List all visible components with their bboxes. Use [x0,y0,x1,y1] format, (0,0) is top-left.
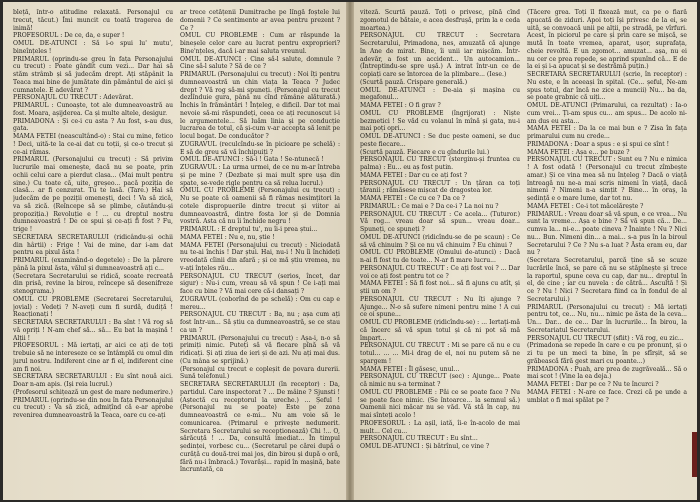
text-paragraph: OMUL CU PROBLEME (îngrijorat) : Niște bezmetici ! Se văd cu volanul în mînă și gata, nu-i mai poți opri... [360,109,520,133]
text-paragraph: SECRETARA SECRETARULUI (ridicându-și ochii din hârtii) : Frige ! Vai de mine, dar i-am dat pentru ea pixul ăsta ! [13,233,173,257]
text-paragraph: MAMA FETEI : Dar cu ce ați fost ? [360,171,468,179]
text-paragraph: MAMA FETEI : Ce cu ce ? Da ce ? [360,195,466,202]
text-paragraph: PRIMARUL : Vreau doar să vă spun, e ce vrea... Nu sunt la vreme... Așa e bine ? Să vă spun că... De... cumva la... ni-e... poate cineva ? Înainte ! Nu ? Nici nu... Bun. Nimeni din... a mai... s-a pus în la biroul Secretarului ? Ce ? Nu s-a luat ? Ăsta eram eu, dar nu ? [527,210,687,257]
text-paragraph: MAMA FETEI : O fi grav ? [360,102,441,109]
text-paragraph: MAMA FETEI : Dar pe ce ? Nu te încurci ? [527,381,659,388]
text-paragraph: MAMA FETEI : Așa e... pe buze ? [527,148,630,156]
right-page-column-2 [527,9,687,494]
book-gutter [346,2,354,500]
left-page-column-1 [13,9,173,494]
text-paragraph: PRIMARUL (oprindu-se greu în fața Personajului cu trecut) : Poate gândit cum vezi... Dar hai să stăm strâmb și să judecăm drept. Ați stăpânit la Teaca mai bine de jumătate din pământul de aici și cumnatele. E adevărat ? [13,55,173,94]
text-paragraph: OMUL CU PROBLEME (ridicîndu-se) : ... Iertați-mă că încerc să vă spun totul și că ni pot să mă împart... [360,319,520,342]
text-paragraph: (Secretara Secretarului, parcă ține să se scuze lucrările încă, se pare că nu se stăpînește și trece la raportul, spune ceva cu cap, dar nu... dreptul în el, de cine ; iar cu nuvela : de cătră... Ascultă ! Și ce ? Nu ! Nici ? Secretara fiind ca în fondul de al Secretarului.) [527,257,687,303]
text-paragraph: PRIMARUL (Personajului cu trecut) : Să privim lucrurile mai omenește, dacă nu se poate, prin ochii celui care a pierdut clasa... (Mai mult pentru sine.) Cu toate că, uite, greșeo... pacă poziția de clasă... ar fi cenzurat. Tu te lasă. (Tare.) Hai să judecăm de pe poziții omenești, deci ! Va să zică, va să zică. (Reîncepe să se plimbe, căutându-și propoziția.) Revoluție e ! ... cu dreptul nostru dumneavoastră ! De ce spui și ce-ați fi fost ? Fu, trige ! [13,156,173,233]
text-paragraph: viteză. Scurtă pauză. Toți o privesc, pînă cînd zgomotul de bătaie, e acea desfrușă, prim la e ceda moartea.) [360,9,520,32]
text-paragraph: (Personajul cu trecut e copleșit de povara durerii. Sună telefonul.) [180,365,340,381]
text-paragraph: (Scurtă pauză. Fiecare e cu gîndurile lui.) [360,148,490,156]
text-paragraph: PRIMARUL (Personajului cu trecut) : Noi îți pentru dumneavoastră un chin viața la Teaca ? Judec drept ? Vă rog să-mi spuneți. (Personajul cu trecut dezlînduie gura, până nu cînd rămâne alăturată.) Închis în frământări ! Înțeleg, e dificil. Dar tot mai nevoie să-mi răspundeți, ceea ce ați recunoscut i-i le argumentele... Să luăm linia și pe conducție lucrarea de totul, că și-cum v-ar accepta să lenit pe locul bogat. De conducător ? [180,71,340,140]
text-paragraph: ar trece cetățenii Dumitrache pe lîngă foștele lui domenii ? Ce sentimente ar avea pentru prezent ? Ce ? [180,9,340,32]
text-paragraph: OMUL DE-ATUNCI : Și bătrînul, ce vine ? [360,443,490,450]
text-paragraph: (Secretara Secretarului se ridică, scoate recreată din prisă, revine la birou, reîncepe să desenifreze stenograma.) [13,272,173,295]
text-paragraph: MAMA FETEI : N-are ce face. Crezi că pe unde a umblat o fi mai spălat pe ? [527,388,687,404]
text-paragraph: OMUL CU PROBLEME : Cum ar răspunde la bineșele celor care au lucrat pentru exproprieri? Bine'nțeles, dacă i-ar mai saluta vreunul. [180,32,340,55]
text-paragraph: PERSONAJUL CU TRECUT : Ba, nu ; așa cum ați fost într-un... Să știu ca dumneavoastră, se ce stau ca un ? [180,311,340,334]
text-paragraph: SECRETARA SECRETARULUI : Eu sînt nouă aici. Doar n-am apis. (Iși reia lucrul.) [13,373,173,388]
text-paragraph: PRIMADONA : Și ce-i cu asta ? Au fost, s-au dus, gata. [13,117,173,133]
left-page [3,2,350,500]
text-paragraph: MAMA FETEI : Nu e, nu, știe ! [180,233,275,241]
text-paragraph: PRIMARUL : E dreptul tu', nu îi-i prea ștui... [180,226,318,233]
text-paragraph: OMUL DE-ATUNCI : Să i-o spui lu' mutu', bineînțeles ! [13,40,173,55]
text-paragraph: SECRETARA SECRETARULUI : Ba sînt ! Vă rog să vă opriți ! N-am chef să... să... Eu bat la mașină ! Alții ! [13,319,173,342]
text-paragraph: PRIMARUL (oprindu-se din nou în fața Personajului cu trecut) : Va să zică, admițînd că e-ar aprobe revenirea dumneavoastră la Teaca, oare cu ce-ați [13,396,173,419]
text-paragraph: OMUL CU PROBLEME : Păi ce se poate face ? Nu se poate face nimic. (Se întoarce... la semnul să.) Oamenii nici măcar nu se văd. Vă stă în cap, nu mai sînteți acolo ! [360,388,520,419]
text-paragraph: MAMA FETEI (neascultând-o) : Stai cu mine, fetico ! Deci, uită-te la ce-ai dat cu toții, și ce-o trecut și ce-ai rămas. [13,133,173,156]
text-paragraph: MAMA FETEI (Personajului cu trecut) : Niciodată nu te-ai închis ! Dar ștui. Hai, nu-i ! Nu îi închideți vreodată cîinii din afară ; și ce mă știu vremea, nu v-ați înțeles rău... [180,241,340,272]
text-paragraph: (Primadona se repede în care e cu pe pronunț, și o zi tu pe un meci ta bine, în pe sfîrșit, să se grăbească fără gest mari cu poante...) [527,342,687,365]
text-paragraph: MAMA FETEI : Ce-i tot măcelărește ? [527,202,644,210]
text-paragraph: PERSONAJUL CU TRECUT : Secretara Secretarului, Primadona, nes, amuzată că ajunge în Ane de mirat. Bine, îi unii iar mișcăm. Într-adevăr, a fost un accident... Un autocamion... (Întreptindu-se spre ușă.) A intrat într-un ce de copiați care se întorcea de la plimbare... (Iese.) [360,32,520,78]
text-paragraph: PRIMADONA : Doar a spus : e și spui ce sînt ! [527,140,670,148]
text-paragraph: PROFESORUL : Mă iertați, ar aici ce ați de toți trebuie să ne intereseze ce se întâmplă cu omul din jurul nostru. Indiferent cine ar fi el, indiferent cine am fi noi. [13,342,173,373]
text-paragraph: OMUL DE-ATUNCI : Să-i ! Gata ! Se-ntunecă ! [180,156,324,164]
text-paragraph: PROFESORUL : De ce, da, e super ! [13,32,125,40]
text-paragraph: PRIMARUL (Personajului cu trecut) : Așa-i, n-o să primiți nimic. Puteți să vă fiecare pînă să vă ridicați. Și ați ziua de ieri și de azi. Nu ați mai dus. (Cu mâna se sprijină.) [180,334,340,365]
text-paragraph: SECRETARA SECRETARULUI (în receptor) : Da, partidul. Care inspectorat ? ... De mâine ? Sjunsti ! (Aștectă cu receptorul la ureche.) ... Șeful !(Personajul nu se poate) Este pe zona dumneavoastră ce e-mi... Nu am voie să le comunicarea. (Primarul e privește nedumerit. Secretara Secretarului se recepționează) Chi !... O, sărăcuță ! ... Da, consultă imediat... În timpul ședinței, vorbesc cu... (Secretarul pe cărei după o curăță cu două-trei mai jos, din birou și după o oră, fără nu-i îmbracă.) Tovarăși... rapid în mașină, bate încruntată, ca [180,381,340,474]
bookmark-ribbon [692,432,697,477]
text-paragraph: MAMA FETEI : Să fi fost noi... să fi ajuns cu atît, și știi un om ? [360,280,520,295]
text-paragraph: PRIMARUL (Personajului cu trecut) : Mă iertați pentru tot, ce... Nu, nu... nimic pe ăsta de la ceva... Un... Dar... de ce... Dar în lucrurile... În birou, la Secretariatul Secretarului. [527,303,687,334]
text-paragraph: SECRETARA SECRETARULUI (scrie, în receptor) : Nu este, e în aceeași în spital. (Ce... șeful, Ne-am spus totul, dar încă ne zice a muncii) Nu... ba da, se poate grabnic că uiți... [527,71,687,102]
text-paragraph: OMUL DE-ATUNCI : De-aia și mașina cu megafonul... [360,86,520,102]
text-paragraph: PRIMARUL (examinând-o degetele) : De la părere până la pixul ăsta, vălul și dumneavoastră ați c... [13,257,173,272]
text-paragraph: PERSONAJUL CU TRECUT : Sunt eu ? Nu e nimica ! A fost odată ! (Personajul cu trecut zîmbește amar.) Și ce vina mea să nu înțeleg ? Dacă o viață întreagă nu ne-a mai scris nimeni în viață, dacă nimeni ? Nimeni n-a simțit ? Bine... în oraș, la ședință e o mare lume, dar tot nu. [527,156,687,202]
text-paragraph: OMUL CU PROBLEME (Omului de-atunci) : Dacă n-ai fi fost tu de toate... N-ar fi mare lucru... [360,249,520,264]
text-paragraph: OMUL CU PROBLEME (Secretarei Secretarului, jovial) : Vedeți ? N-aveți cum fi surdă, dudiță ! Reacționați ! [13,295,173,319]
text-paragraph: PERSONAJUL CU TRECUT : Mi se pare că nu e cu totul... ... ... Mi-i drag de el, noi nu putem să ne spargem ! [360,342,520,365]
text-paragraph: ZUGRAVUL : La urma urmei, de ce nu m-ar întreba și pe mine ? (Dezbate și mai mult spre ușa din spate, se-vede rigle pentru ca să relua lucrul.) [180,164,340,187]
text-paragraph: PROFESORUL : La așil, iată, îi-e în-acolo de mai mult... Cel cu... [360,419,520,435]
text-paragraph: PERSONAJUL CU TRECUT (sterginu-și fruntea cu palma) : Eu... eu aș fost putin. [360,156,520,171]
text-paragraph: bleță, într-o atitudine relaxată. Personajul cu trecut, tăcut.) Îmi muncit cu toată tragerea de inimă! [13,9,173,32]
text-paragraph: PERSONAJUL CU TRECUT : Eu sînt... [360,435,478,443]
text-paragraph: MAMA FETEI : Îl găsesc, unul... [360,365,460,373]
text-paragraph: PRIMADONA : Puah, are prea de zugrăveală... Să o mai scot ! (Vine la ea deja.) [527,365,687,381]
text-paragraph: ZUGRAVUL (reculcîndu-se în picioare pe schelă) : E să de greu să vă închipuiți ? [180,140,340,156]
text-paragraph: OMUL DE-ATUNCI : Se duc peste oameni, se duc peste fiecare... [360,133,520,148]
text-paragraph: OMUL CU PROBLEME (Personajului cu trecut) : Nu se poate că oamenii să fi rămas nesimțitori la cotele dispropuerile dintre trecut și viitor ai dumneavoastră, dintre fosta lor și de Domnia vostră. Asta că nu îi închide negru ! [180,187,340,226]
book-spread [3,2,697,500]
left-page-column-2 [180,9,340,494]
text-paragraph: PERSONAJUL CU TRECUT : Ce ați fost voi ? ... Dar voi ce ați fost pentru tot ce ? [360,264,520,280]
text-paragraph: PERSONAJUL CU TRECUT : Nu îți ajunge ? Ajunge... N-o să sufere nimeni pentru mine ! A cui ce oi spune... [360,295,520,319]
text-paragraph: PRIMARUL : Cunoaște, tot ale dumneavoastră au fost. Moara, așijderea. Ca și multe altele, desigur. [13,102,173,117]
text-paragraph: PERSONAJUL CU TRECUT : Adevărat. [13,94,134,102]
text-paragraph: (Profesorul schițează un gest de mare nedumerire.) [13,388,173,396]
text-paragraph: OMUL DE-ATUNCI (ridicîndu-se de pe scaun) : Ce să vă chinuim ? Și ce nu vă chinuim ? Eu chinui ? [360,233,520,249]
text-paragraph: PERSONAJUL CU TRECUT : Ce acela... (Tuturor.) Vă rog... vreau doar să spun... vreau doar... Spuneți, ce spuneți ? [360,210,520,233]
text-paragraph: PERSONAJUL CU TRECUT (sec) : Ajunge... Poate că nimic nu s-a terminat ? [360,373,520,388]
text-paragraph: PERSONAJUL CU TRECUT : Un țăran ca toți țăranii ; rămăsese mișcat de dragostea lor. [360,179,520,195]
text-paragraph: (Scurtă pauză. Crispare generală.) [360,78,468,86]
text-paragraph: OMUL DE-ATUNCI (Primarului, ca rezultat) : Ia-o cum vrei... Ți-am spus cu... am spus... De acolo ni-am dus eu asta... [527,102,687,125]
text-paragraph: PERSONAJUL CU TRECUT (serios, încet, dar sigur) : Nu-i cum, vreau să vă spun ! Ce i-ați mai face cu bine ? Vă mai cere că-i dansați ? [180,272,340,295]
right-page [350,2,697,500]
text-paragraph: PERSONAJUL CU TRECUT (sfiit) : Vă rog, eu zic... [527,334,684,342]
text-paragraph: OMUL DE-ATUNCI : Cine să-l salute, domnule ? Cine să-l salute ? Să de ce ? [180,55,340,71]
text-paragraph: (Tăcere grea. Toți îl fixează mut, ca pe o fiară apucată de ziduri. Apoi toți își privesc de la ei, se uită, se convoacă unii pe alții, pe stradă, pe vîrfuri. Acest, în piciorul pe care și prin care se mișcă, se mută în toate vremea, aparat, ușor, suprafața, cheie revoltă. E un zgomot... amuzat... așa, nu ei nu cer ce prea repede, se aprind spunînd că... E de la ei și i-a apucat și se destrămă puțin.) [527,9,687,71]
text-paragraph: MAMA FETEI : Da la ce mai bun e ? Zisa în fața primarului cum nu crede... [527,125,687,140]
text-paragraph: ZUGRAVUL (coborînd de pe schelă) : Om cu cap e mereu... [180,295,340,311]
text-paragraph: PRIMARUL : Ce mai e ? Da ce-i ? La noi nu ? [360,202,499,210]
right-page-column-1 [360,9,520,494]
